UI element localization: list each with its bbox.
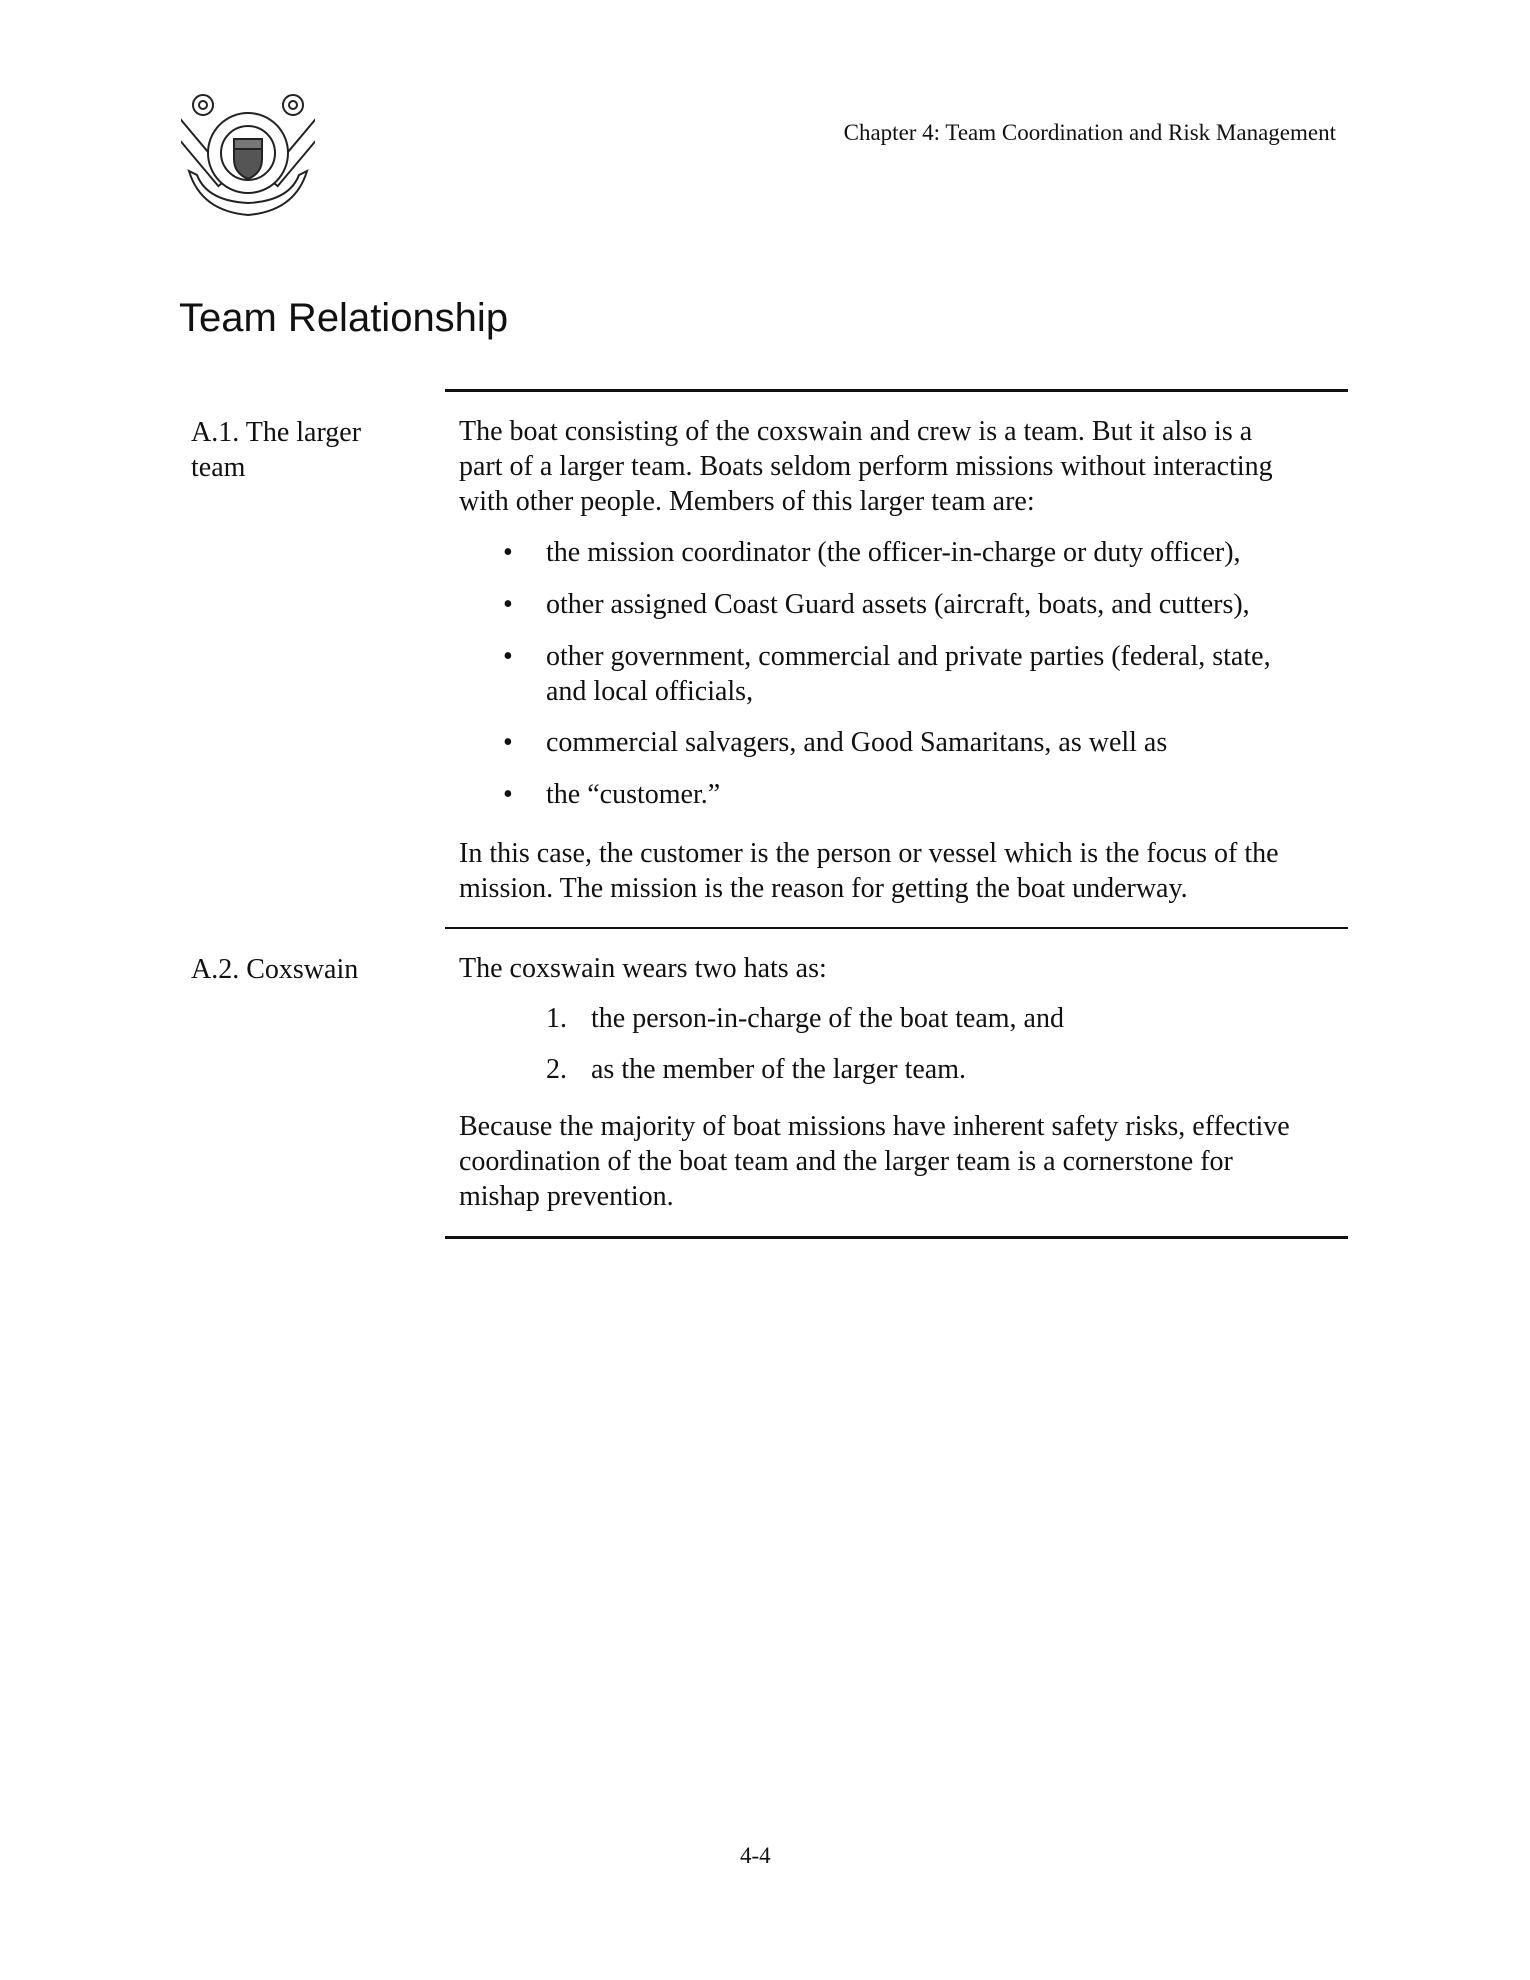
- bullet-icon: •: [503, 537, 513, 568]
- list-item: as the member of the larger team.: [591, 1054, 966, 1085]
- list-number: 1.: [546, 1003, 567, 1034]
- text-line: The boat consisting of the coxswain and crew is a team. But it also is a: [459, 416, 1253, 447]
- page-title: Team Relationship: [179, 296, 509, 340]
- list-item: the mission coordinator (the officer-in-charge or duty officer),: [546, 537, 1241, 568]
- section-divider: [445, 927, 1348, 929]
- coast-guard-seal-logo: [181, 91, 315, 219]
- text-line: mishap prevention.: [459, 1181, 674, 1212]
- list-item: the person-in-charge of the boat team, and: [591, 1003, 1064, 1034]
- bullet-icon: •: [503, 779, 513, 810]
- bottom-rule: [445, 1236, 1348, 1239]
- label-line: team: [191, 452, 246, 483]
- label-line: A.1. The larger: [191, 417, 362, 448]
- section-a2-closing: [459, 1109, 1290, 1214]
- section-a1-closing: [459, 836, 1279, 906]
- text-line: In this case, the customer is the person or vessel which is the focus of the: [459, 838, 1279, 869]
- text-line: other government, commercial and private parties (federal, state,: [546, 641, 1271, 672]
- bullet-icon: •: [503, 641, 513, 672]
- chapter-header: Chapter 4: Team Coordination and Risk Management: [843, 120, 1336, 145]
- text-line: mission. The mission is the reason for getting the boat underway.: [459, 873, 1188, 904]
- top-rule: [445, 389, 1348, 392]
- page-number: 4-4: [740, 1843, 771, 1868]
- bullet-icon: •: [503, 589, 513, 620]
- section-a2-intro: The coxswain wears two hats as:: [459, 953, 827, 984]
- section-a1-intro: [459, 414, 1273, 519]
- section-a2-label: A.2. Coxswain: [191, 954, 359, 985]
- list-item: the “customer.”: [546, 779, 721, 810]
- list-number: 2.: [546, 1054, 567, 1085]
- section-a1-label: [191, 415, 361, 485]
- text-line: part of a larger team. Boats seldom perform missions without interacting: [459, 451, 1273, 482]
- text-line: with other people. Members of this larger team are:: [459, 486, 1035, 517]
- text-line: coordination of the boat team and the larger team is a cornerstone for: [459, 1146, 1233, 1177]
- list-item: [546, 639, 1271, 709]
- text-line: and local officials,: [546, 676, 754, 707]
- list-item: other assigned Coast Guard assets (aircraft, boats, and cutters),: [546, 589, 1250, 620]
- text-line: Because the majority of boat missions have inherent safety risks, effective: [459, 1111, 1290, 1142]
- bullet-icon: •: [503, 727, 513, 758]
- list-item: commercial salvagers, and Good Samaritans, as well as: [546, 727, 1168, 758]
